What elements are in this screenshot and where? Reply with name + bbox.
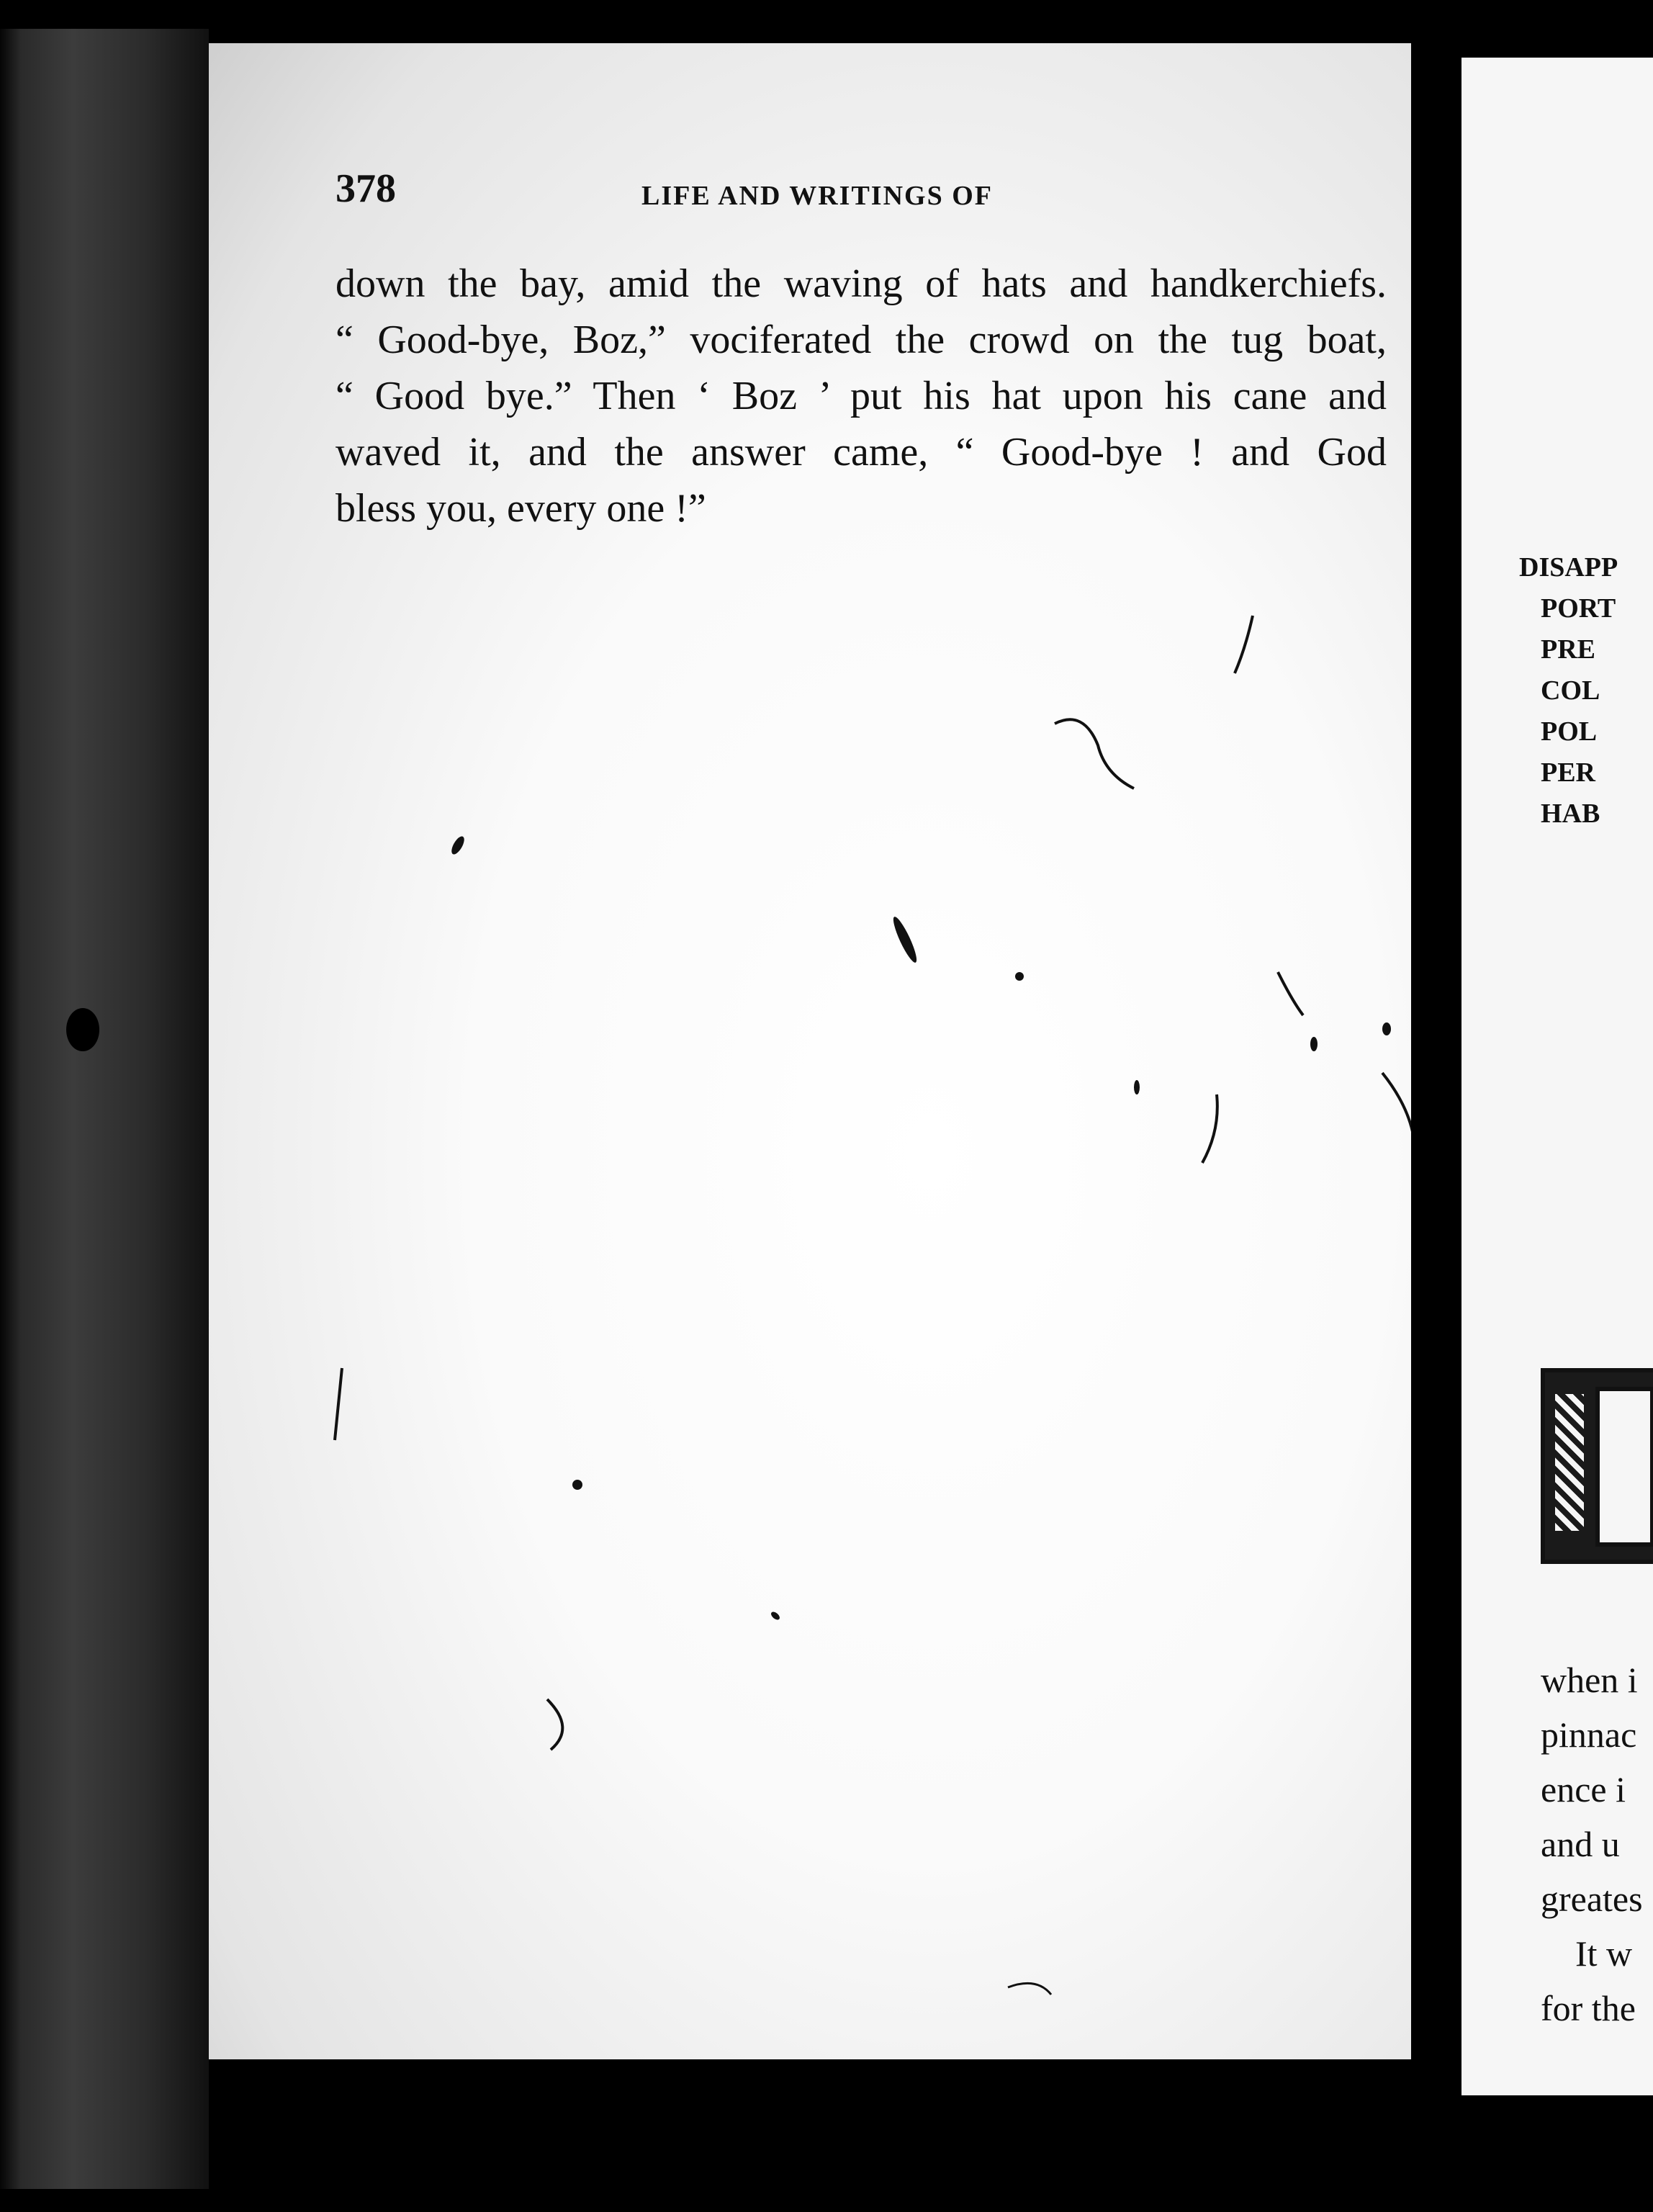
text-line: “ Good-bye, Boz,” vociferated the crowd on the tug boat, — [335, 318, 1387, 362]
text-line: down the bay, amid the waving of hats and handkerchiefs. — [335, 261, 1387, 306]
contents-item: POL — [1541, 716, 1598, 747]
drop-cap-ornament — [1555, 1394, 1584, 1531]
text-line: pinnac — [1541, 1714, 1637, 1755]
text-line: “ Good bye.” Then ‘ Boz ’ put his hat upon his cane and — [335, 374, 1387, 418]
text-line: when i — [1541, 1660, 1638, 1700]
text-line: greates — [1541, 1879, 1643, 1919]
text-line: ence i — [1541, 1769, 1626, 1809]
contents-item: HAB — [1541, 799, 1600, 829]
left-page — [209, 43, 1411, 2059]
text-line: for the — [1541, 1988, 1636, 2028]
right-page-text — [1541, 1653, 1643, 2036]
text-line: bless you, every one !” — [335, 486, 706, 531]
contents-item: COL — [1541, 675, 1600, 706]
binding-hole — [66, 1008, 99, 1051]
drop-cap-letter — [1595, 1387, 1653, 1547]
text-line: and u — [1541, 1824, 1620, 1864]
contents-item: DISAPP — [1519, 552, 1618, 583]
text-line: It w — [1575, 1933, 1633, 1974]
page-number: 378 — [335, 166, 396, 211]
running-head-title: LIFE AND WRITINGS OF — [641, 181, 994, 211]
contents-item: PRE — [1541, 634, 1595, 665]
contents-item: PER — [1541, 757, 1595, 788]
stray-hair-marks — [209, 43, 1411, 2059]
ornamental-drop-cap — [1541, 1368, 1653, 1564]
book-fore-edge — [0, 29, 209, 2189]
text-line: waved it, and the answer came, “ Good-bye ! and God — [335, 430, 1387, 475]
right-page — [1461, 58, 1653, 2095]
contents-list — [1519, 547, 1618, 835]
contents-item: PORT — [1541, 593, 1616, 624]
